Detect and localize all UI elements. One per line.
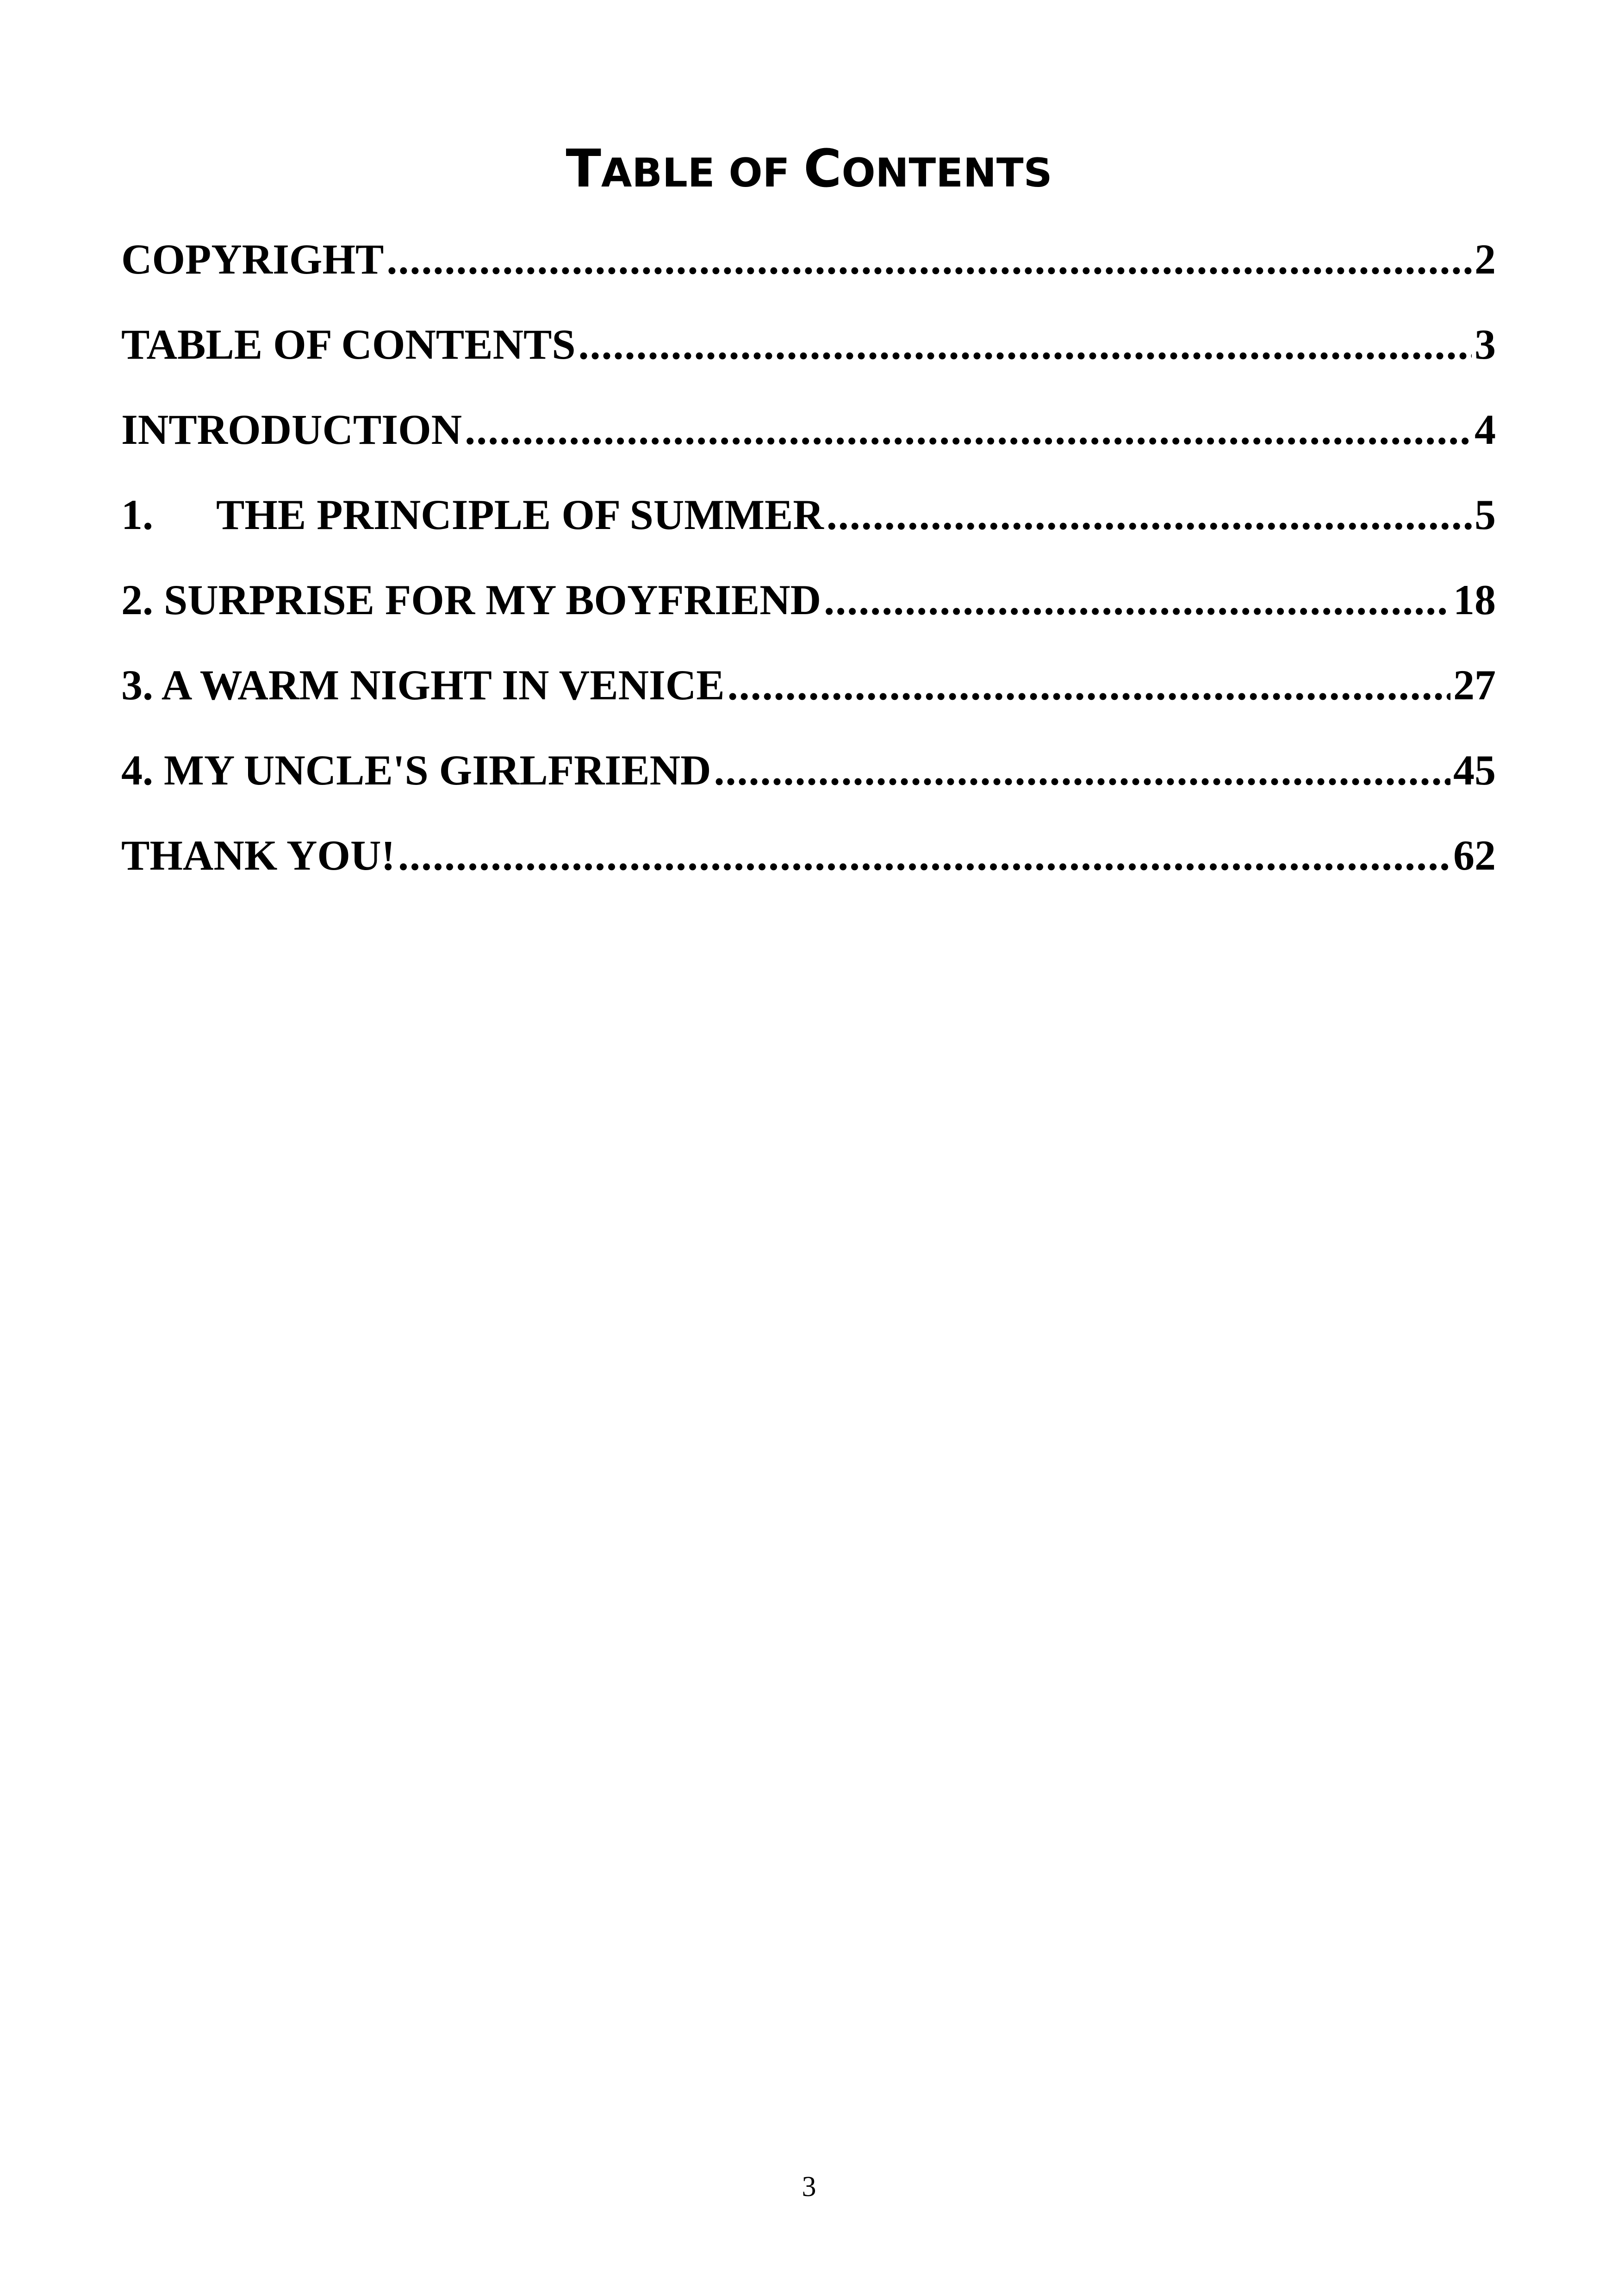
title-part: ABLE OF bbox=[601, 150, 804, 197]
toc-entry-table-of-contents[interactable] bbox=[121, 314, 1496, 399]
toc-page-number: 3 bbox=[1475, 321, 1496, 368]
page-number: 3 bbox=[802, 2171, 816, 2203]
toc-entry-label: TABLE OF CONTENTS bbox=[121, 321, 576, 368]
toc-page-number: 4 bbox=[1475, 406, 1496, 453]
title-part: T bbox=[566, 139, 601, 199]
toc-page-number: 18 bbox=[1453, 576, 1496, 623]
toc-entry-label: 2. SURPRISE FOR MY BOYFRIEND bbox=[121, 576, 821, 623]
toc-page-number: 27 bbox=[1453, 661, 1496, 709]
toc-entry-thank-you[interactable] bbox=[121, 825, 1496, 910]
title-part: C bbox=[803, 139, 842, 199]
toc-leader-dots bbox=[827, 485, 1472, 545]
toc-entry-my-uncles-girlfriend[interactable] bbox=[121, 740, 1496, 825]
toc-page-number: 45 bbox=[1453, 747, 1496, 794]
toc-entry-label: THANK YOU! bbox=[121, 832, 396, 879]
toc-entry-warm-night-in-venice[interactable] bbox=[121, 655, 1496, 740]
toc-entry-title: THE PRINCIPLE OF SUMMER bbox=[216, 491, 824, 538]
toc-leader-dots bbox=[386, 229, 1472, 289]
toc-entry-label: 4. MY UNCLE'S GIRLFRIEND bbox=[121, 747, 711, 794]
toc-page-number: 5 bbox=[1475, 491, 1496, 538]
title-part: ONTENTS bbox=[841, 150, 1052, 197]
toc-leader-dots bbox=[728, 655, 1450, 715]
toc-page-number: 2 bbox=[1475, 236, 1496, 283]
toc-page-number: 62 bbox=[1453, 832, 1496, 879]
page-title bbox=[0, 132, 1618, 210]
toc-entry-label: COPYRIGHT bbox=[121, 236, 384, 283]
table-of-contents bbox=[121, 229, 1496, 910]
toc-entry-copyright[interactable] bbox=[121, 229, 1496, 314]
toc-entry-surprise-for-my-boyfriend[interactable] bbox=[121, 570, 1496, 655]
toc-leader-dots bbox=[579, 314, 1472, 374]
toc-entry-introduction[interactable] bbox=[121, 399, 1496, 485]
toc-entry-number: 1. bbox=[121, 491, 153, 538]
toc-leader-dots bbox=[465, 399, 1472, 460]
toc-leader-dots bbox=[398, 825, 1450, 885]
toc-entry-label bbox=[121, 485, 824, 545]
toc-leader-dots bbox=[824, 570, 1450, 630]
toc-entry-principle-of-summer[interactable] bbox=[121, 485, 1496, 570]
toc-leader-dots bbox=[714, 740, 1450, 800]
toc-entry-label: 3. A WARM NIGHT IN VENICE bbox=[121, 661, 725, 709]
toc-entry-label: INTRODUCTION bbox=[121, 406, 462, 453]
